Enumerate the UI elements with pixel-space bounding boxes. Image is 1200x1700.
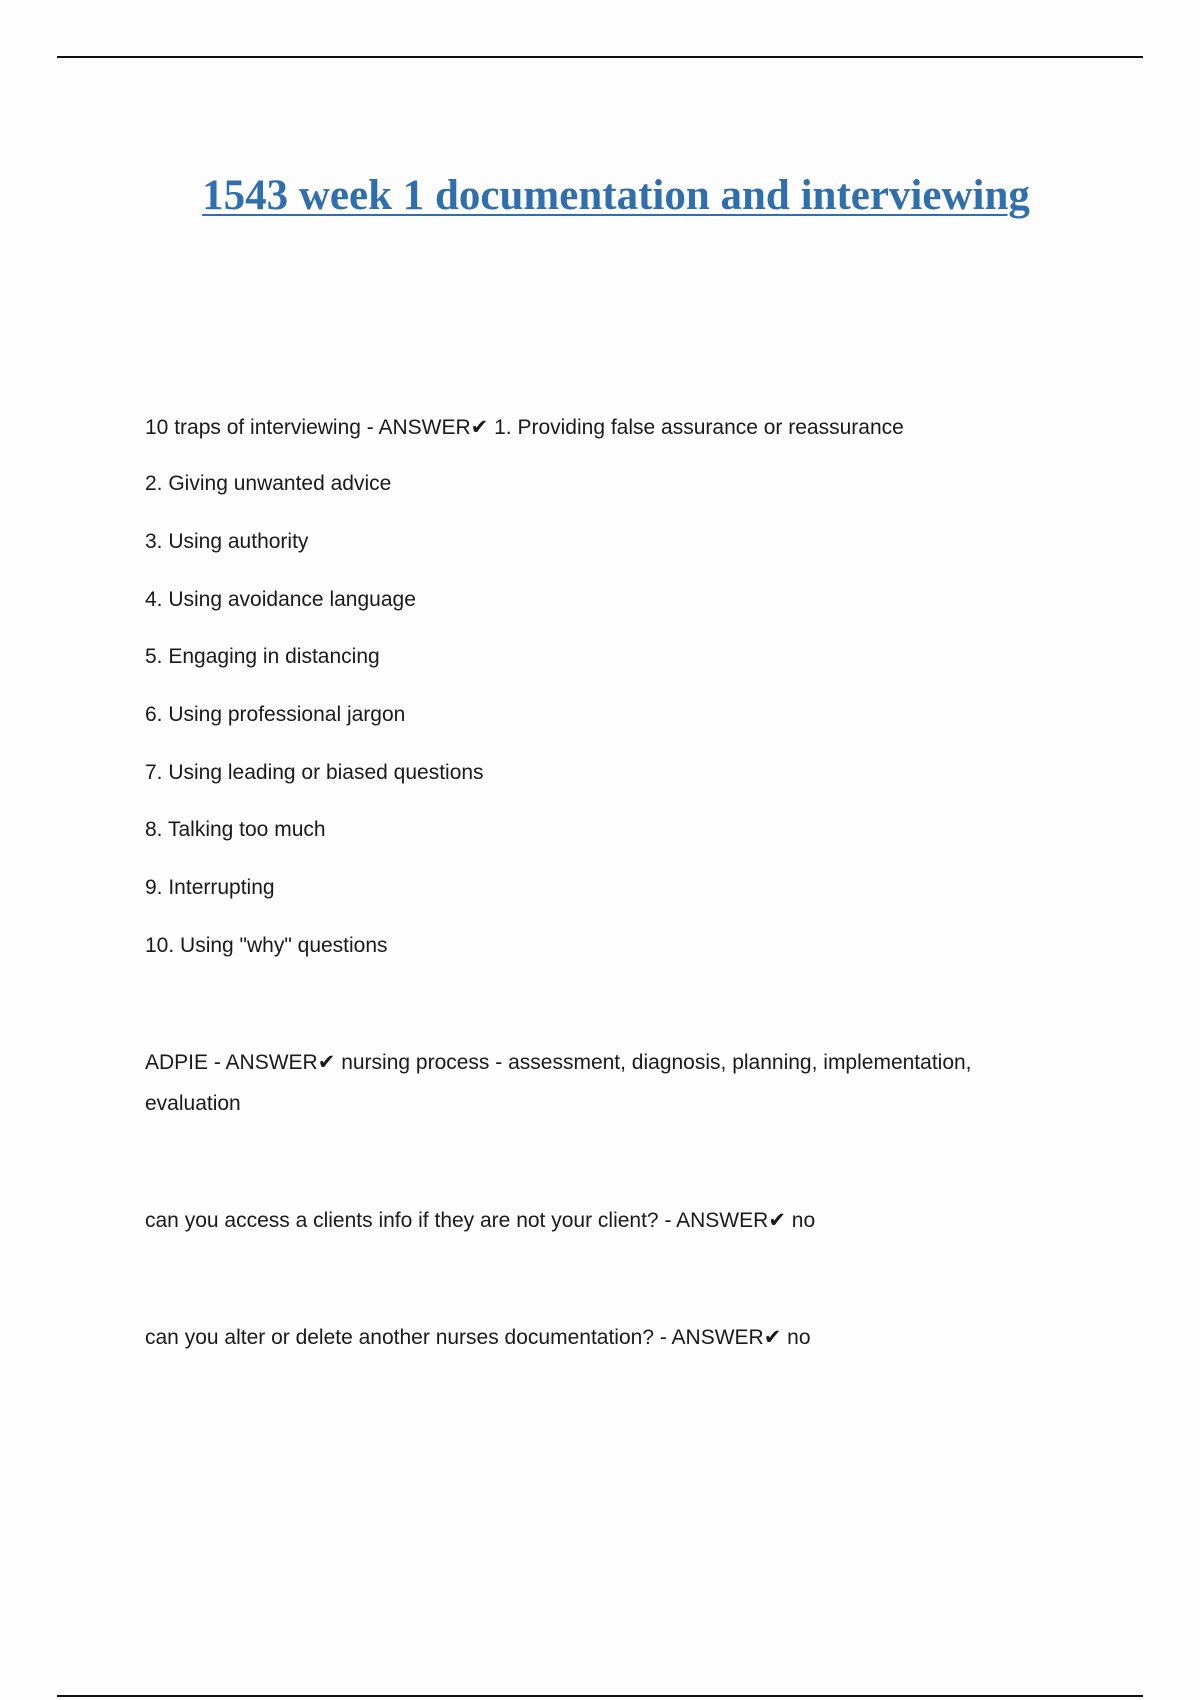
answer-marker: ANSWER: [378, 416, 471, 439]
list-item: 2. Giving unwanted advice: [145, 472, 392, 495]
answer-marker: ANSWER: [225, 1051, 318, 1074]
answer-marker: ANSWER: [676, 1209, 769, 1232]
list-item: 7. Using leading or biased questions: [145, 761, 484, 784]
qa-line: [145, 1206, 815, 1235]
list-item: 8. Talking too much: [145, 818, 326, 841]
list-item: 3. Using authority: [145, 530, 309, 553]
document-title: 1543 week 1 documentation and interviewing: [202, 172, 1030, 219]
check-icon: ✔: [763, 1325, 782, 1349]
list-item: 10. Using "why" questions: [145, 934, 388, 957]
header-rule: [57, 56, 1143, 58]
check-icon: ✔: [317, 1050, 336, 1074]
list-item: 6. Using professional jargon: [145, 703, 406, 726]
answer-text: no: [787, 1326, 811, 1349]
check-icon: ✔: [470, 415, 489, 439]
answer-marker: ANSWER: [671, 1326, 764, 1349]
answer-text: nursing process - assessment, diagnosis, planning, implementation,: [341, 1051, 972, 1074]
list-item: 4. Using avoidance language: [145, 588, 416, 611]
question-text: ADPIE -: [145, 1051, 221, 1074]
qa-line: [145, 1048, 972, 1077]
qa-line: [145, 413, 904, 442]
answer-text: 1. Providing false assurance or reassurance: [494, 416, 904, 439]
list-item: 9. Interrupting: [145, 876, 275, 899]
footer-rule: [57, 1695, 1143, 1697]
check-icon: ✔: [768, 1208, 786, 1232]
qa-line: [145, 1323, 811, 1352]
question-text: can you access a clients info if they are not your client? -: [145, 1209, 672, 1232]
list-item: 5. Engaging in distancing: [145, 645, 380, 668]
question-text: 10 traps of interviewing -: [145, 416, 374, 439]
answer-text: no: [791, 1209, 816, 1232]
question-text: can you alter or delete another nurses documentation? -: [145, 1326, 667, 1349]
answer-continued: evaluation: [145, 1092, 241, 1115]
